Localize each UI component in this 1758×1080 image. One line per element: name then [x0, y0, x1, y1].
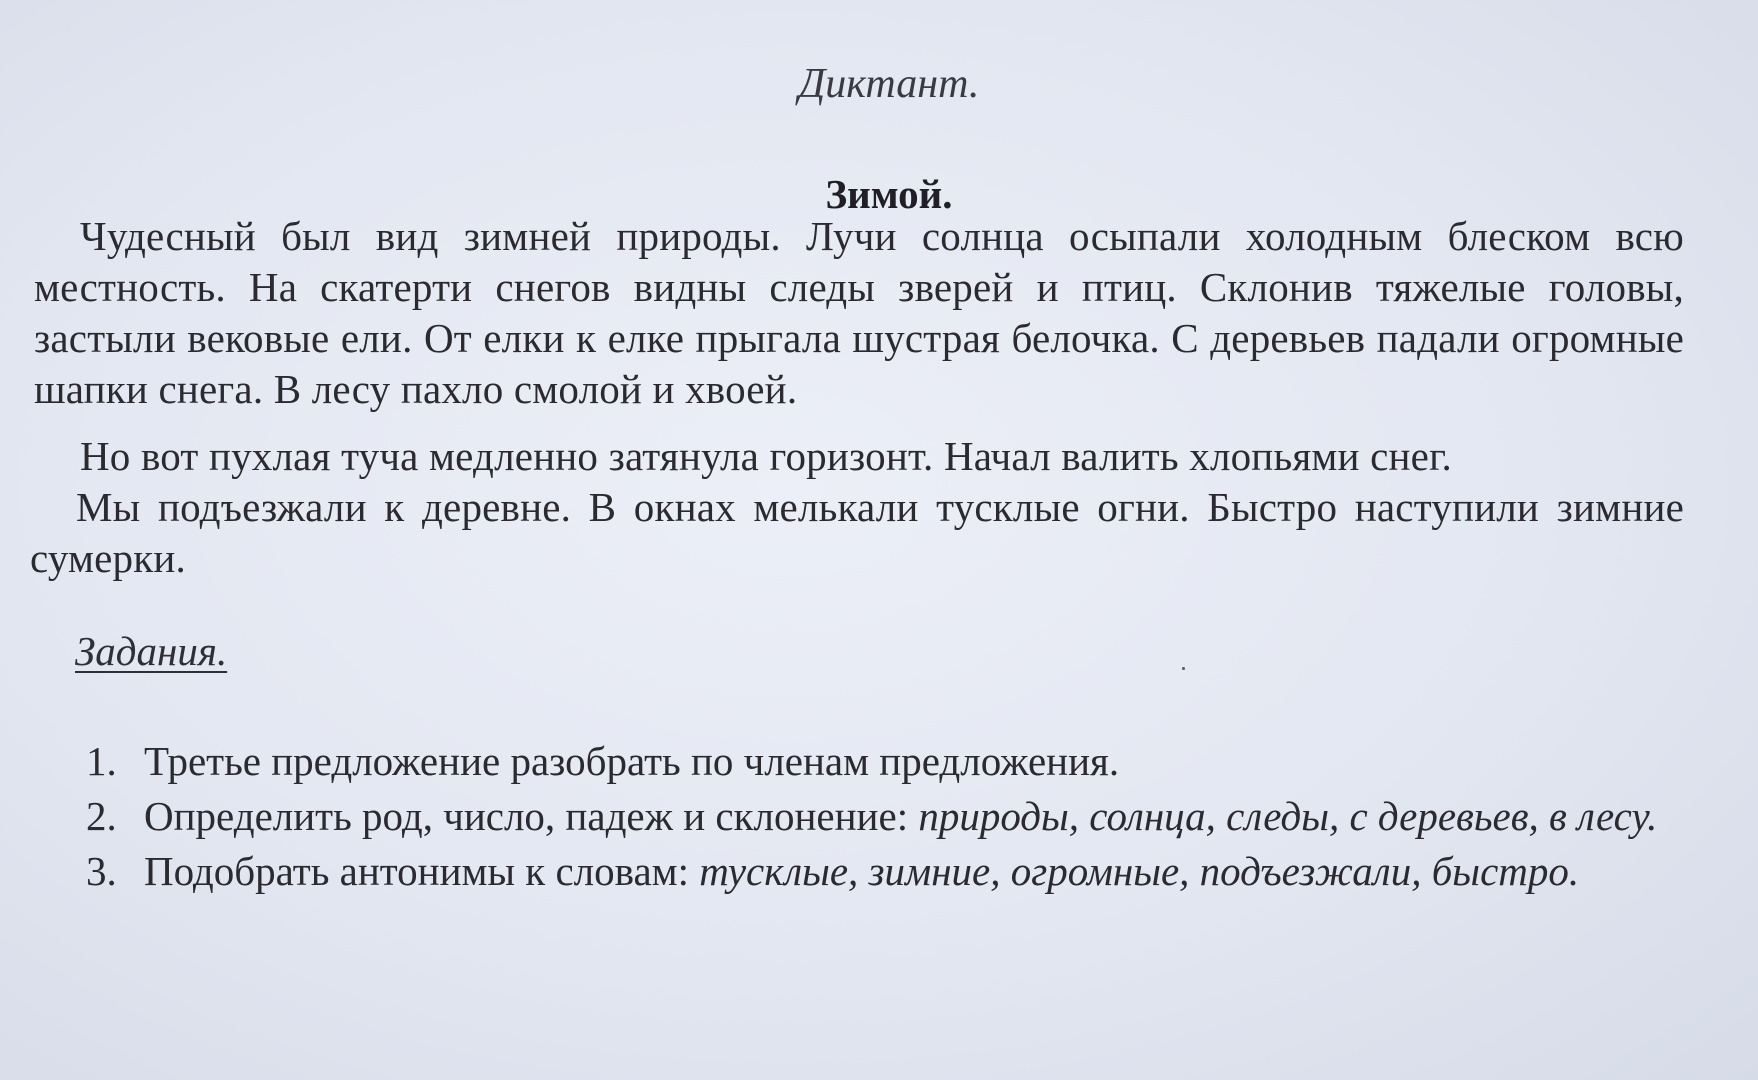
paper-speck [1182, 667, 1185, 670]
task-item-2 [78, 790, 1686, 842]
document-title: Зимой. [825, 171, 953, 217]
task-words: тусклые, зимние, огромные, подъезжали, быстро. [699, 848, 1580, 894]
task-text: Третье предложение разобрать по членам предложения. [144, 738, 1120, 784]
task-text: Определить род, число, падеж и склонение: [144, 793, 919, 839]
task-text: Подобрать антонимы к словам: [144, 848, 700, 894]
document-type: Диктант. [798, 61, 980, 107]
text-paragraph-2: Но вот пухлая туча медленно затянула горизонт. Начал валить хлопьями снег. [80, 433, 1452, 479]
task-number: 1. [86, 738, 117, 784]
text-paragraph-1: Чудесный был вид зимней природы. Лучи солнца осыпали холодным блеском всю местность. На скатерти снегов видны следы зверей и птиц. Склонив тяжелые головы, застыли вековые ели. От елки к елке прыгала шустрая белочка. С деревьев падали огромные шапки снега. В лесу пахло смолой и хвоей. [34, 213, 1684, 412]
tasks-heading: Задания. [75, 628, 228, 674]
task-item-1 [78, 735, 1686, 787]
task-list [78, 735, 1686, 900]
task-words: природы, солнца, следы, с деревьев, в лесу. [918, 793, 1658, 839]
task-number: 3. [86, 848, 117, 894]
task-item-3 [78, 845, 1686, 897]
text-paragraph-3: Мы подъезжали к деревне. В окнах мелькали тусклые огни. Быстро наступили зимние сумерки. [30, 484, 1684, 581]
task-number: 2. [86, 793, 117, 839]
